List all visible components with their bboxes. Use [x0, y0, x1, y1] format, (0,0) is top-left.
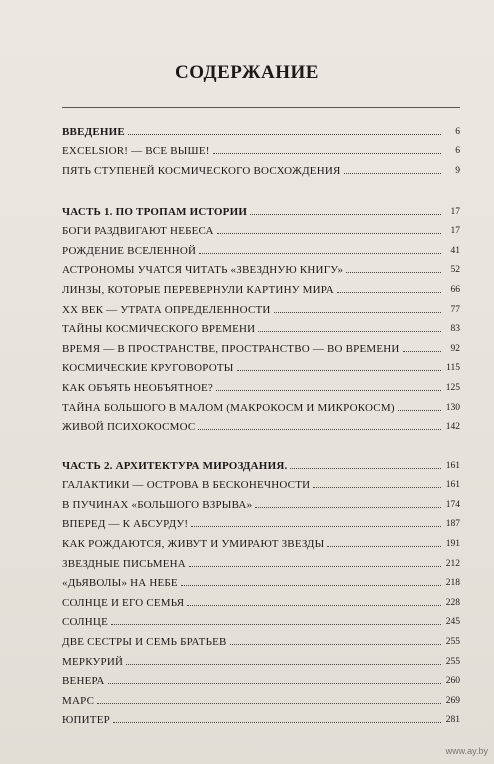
dot-leader — [237, 370, 441, 371]
title-divider — [62, 107, 460, 108]
toc-entry — [62, 707, 460, 727]
dot-leader — [199, 253, 441, 254]
toc-entry — [62, 472, 460, 492]
toc-entry-page-number: 218 — [445, 578, 460, 589]
toc-entry-page-number: 228 — [445, 597, 460, 608]
toc-entry-page-number: 255 — [445, 636, 460, 647]
toc-entry-page-number: 269 — [445, 695, 460, 706]
toc-entry-title: ДВЕ СЕСТРЫ И СЕМЬ БРАТЬЕВ — [62, 635, 227, 648]
dot-leader — [181, 585, 441, 586]
toc-entry-title: СОЛНЦЕ — [62, 616, 109, 629]
dot-leader — [398, 410, 441, 411]
toc-entry-page-number: 130 — [445, 402, 460, 413]
dot-leader — [250, 214, 441, 215]
toc-entry — [62, 237, 460, 257]
dot-leader — [230, 644, 441, 645]
toc-entry — [62, 550, 460, 570]
toc-entry-page-number: 212 — [445, 558, 460, 569]
toc-entry — [62, 668, 460, 688]
toc-entry — [62, 628, 460, 648]
dot-leader — [258, 331, 441, 332]
toc-entry-title: ЧАСТЬ 1. ПО ТРОПАМ ИСТОРИИ — [62, 205, 248, 218]
dot-leader — [403, 351, 441, 352]
dot-leader — [344, 173, 441, 174]
toc-section-part-1 — [62, 198, 460, 433]
toc-entry — [62, 589, 460, 609]
toc-entry-title: ВЕНЕРА — [62, 675, 105, 688]
toc-entry-page-number: 17 — [450, 226, 460, 237]
toc-entry-page-number: 281 — [445, 715, 460, 726]
dot-leader — [126, 664, 441, 665]
toc-entry — [62, 157, 460, 177]
toc-entry-page-number: 187 — [445, 519, 460, 530]
toc-entry-page-number: 125 — [445, 382, 460, 393]
toc-entry-page-number: 9 — [455, 165, 460, 176]
dot-leader — [191, 526, 441, 527]
dot-leader — [327, 546, 441, 547]
toc-entry — [62, 511, 460, 531]
toc-entry-title: ВВЕДЕНИЕ — [62, 125, 125, 138]
toc-entry-page-number: 245 — [445, 617, 460, 628]
toc-entry-title: МЕРКУРИЙ — [62, 655, 124, 668]
toc-entry — [62, 218, 460, 238]
toc-entry-page-number: 41 — [450, 245, 460, 256]
dot-leader — [216, 390, 441, 391]
toc-entry-page-number: 6 — [455, 146, 460, 157]
toc-entry-title: ТАЙНА БОЛЬШОГО В МАЛОМ (МАКРОКОСМ И МИКРОКОСМ) — [62, 401, 395, 414]
toc-entry-page-number: 260 — [445, 676, 460, 687]
toc-entry-title: ЗВЕЗДНЫЕ ПИСЬМЕНА — [62, 557, 186, 570]
toc-entry-title: В ПУЧИНАХ «БОЛЬШОГО ВЗРЫВА» — [62, 498, 253, 511]
toc-entry-title: ЛИНЗЫ, КОТОРЫЕ ПЕРЕВЕРНУЛИ КАРТИНУ МИРА — [62, 283, 334, 296]
dot-leader — [274, 312, 441, 313]
toc-entry — [62, 138, 460, 158]
dot-leader — [108, 683, 441, 684]
toc-entry-title: БОГИ РАЗДВИГАЮТ НЕБЕСА — [62, 225, 214, 238]
dot-leader — [187, 605, 441, 606]
dot-leader — [337, 292, 441, 293]
toc-entry — [62, 296, 460, 316]
toc-entry-title: АСТРОНОМЫ УЧАТСЯ ЧИТАТЬ «ЗВЕЗДНУЮ КНИГУ» — [62, 264, 344, 277]
toc-entry — [62, 198, 460, 218]
toc-entry — [62, 118, 460, 138]
toc-entry-title: КОСМИЧЕСКИЕ КРУГОВОРОТЫ — [62, 362, 234, 375]
toc-entry-title: ГАЛАКТИКИ — ОСТРОВА В БЕСКОНЕЧНОСТИ — [62, 479, 311, 492]
dot-leader — [198, 429, 441, 430]
toc-entry-title: ТАЙНЫ КОСМИЧЕСКОГО ВРЕМЕНИ — [62, 323, 256, 336]
dot-leader — [113, 722, 441, 723]
toc-entry-page-number: 17 — [450, 206, 460, 217]
dot-leader — [128, 134, 441, 135]
dot-leader — [255, 507, 441, 508]
toc-entry-title: ВПЕРЕД — К АБСУРДУ! — [62, 518, 189, 531]
toc-entry — [62, 570, 460, 590]
toc-entry — [62, 394, 460, 414]
toc-entry — [62, 316, 460, 336]
toc-entry — [62, 257, 460, 277]
toc-entry-page-number: 83 — [450, 324, 460, 335]
toc-section-part-2 — [62, 452, 460, 726]
toc-entry — [62, 530, 460, 550]
toc-entry-title: РОЖДЕНИЕ ВСЕЛЕННОЙ — [62, 244, 197, 257]
toc-entry-title: ПЯТЬ СТУПЕНЕЙ КОСМИЧЕСКОГО ВОСХОЖДЕНИЯ — [62, 164, 341, 177]
dot-leader — [213, 153, 441, 154]
dot-leader — [346, 272, 441, 273]
toc-entry-page-number: 52 — [450, 265, 460, 276]
dot-leader — [313, 487, 441, 488]
toc-entry-title: «ДЬЯВОЛЫ» НА НЕБЕ — [62, 577, 178, 590]
dot-leader — [111, 624, 441, 625]
page-title: СОДЕРЖАНИЕ — [175, 62, 319, 83]
toc-entry-title: ЖИВОЙ ПСИХОКОСМОС — [62, 421, 196, 434]
toc-entry — [62, 335, 460, 355]
toc-entry-title: ВРЕМЯ — В ПРОСТРАНСТВЕ, ПРОСТРАНСТВО — ВО ВРЕМЕНИ — [62, 342, 400, 355]
toc-entry-page-number: 92 — [450, 343, 460, 354]
toc-entry-page-number: 161 — [445, 480, 460, 491]
toc-entry — [62, 609, 460, 629]
toc-entry-page-number: 6 — [455, 126, 460, 137]
toc-entry-title: СОЛНЦЕ И ЕГО СЕМЬЯ — [62, 596, 185, 609]
toc-entry — [62, 374, 460, 394]
watermark: www.ay.by — [445, 746, 488, 756]
toc-entry — [62, 414, 460, 434]
toc-entry — [62, 276, 460, 296]
toc-entry — [62, 452, 460, 472]
toc-entry-page-number: 174 — [445, 499, 460, 510]
toc-entry-page-number: 191 — [445, 538, 460, 549]
toc-entry — [62, 687, 460, 707]
dot-leader — [189, 566, 441, 567]
toc-entry — [62, 648, 460, 668]
toc-entry-page-number: 77 — [450, 304, 460, 315]
toc-entry-title: КАК ОБЪЯТЬ НЕОБЪЯТНОЕ? — [62, 381, 213, 394]
toc-entry-title: ЮПИТЕР — [62, 714, 110, 727]
toc-entry-page-number: 255 — [445, 656, 460, 667]
dot-leader — [217, 233, 441, 234]
dot-leader — [290, 468, 441, 469]
toc-entry-title: XX ВЕК — УТРАТА ОПРЕДЕЛЕННОСТИ — [62, 303, 271, 316]
dot-leader — [97, 703, 441, 704]
toc-entry — [62, 491, 460, 511]
toc-entry-title: EXCELSIOR! — ВСЕ ВЫШЕ! — [62, 145, 210, 158]
toc-entry-title: КАК РОЖДАЮТСЯ, ЖИВУТ И УМИРАЮТ ЗВЕЗДЫ — [62, 537, 325, 550]
toc-entry-title: МАРС — [62, 694, 95, 707]
toc-entry-page-number: 115 — [446, 363, 460, 374]
toc-entry-page-number: 66 — [450, 284, 460, 295]
toc-entry-title: ЧАСТЬ 2. АРХИТЕКТУРА МИРОЗДАНИЯ. — [62, 459, 288, 472]
toc-entry-page-number: 142 — [445, 422, 460, 433]
toc-section-intro — [62, 118, 460, 177]
toc-entry-page-number: 161 — [445, 460, 460, 471]
toc-entry — [62, 355, 460, 375]
